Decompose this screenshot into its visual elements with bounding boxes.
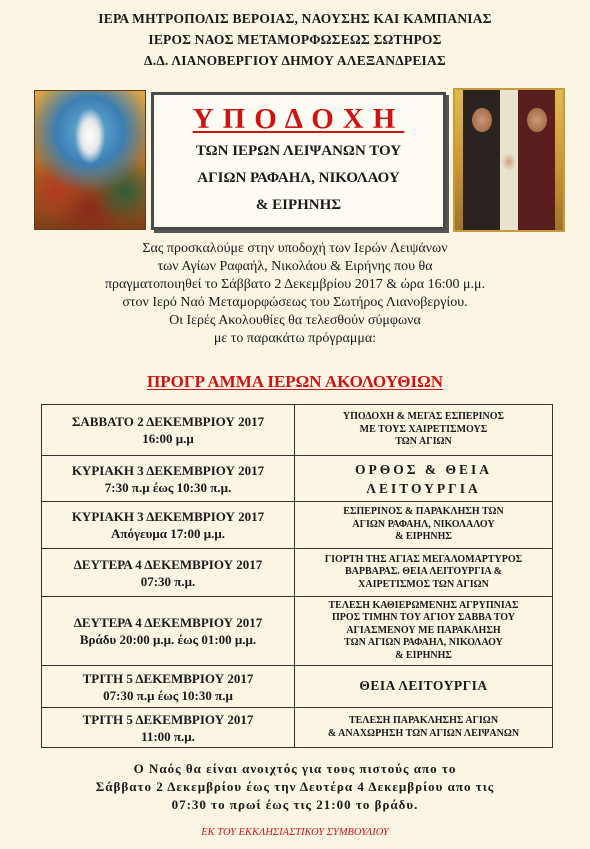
service-line: ΕΣΠΕΡΙΝΟΣ & ΠΑΡΑΚΛΗΣΗ ΤΩΝ: [343, 506, 504, 518]
schedule-date: ΤΡΙΤΗ 5 ΔΕΚΕΜΒΡΙΟΥ 2017: [82, 670, 254, 686]
service-line: ΓΙΟΡΤΗ ΤΗΣ ΑΓΙΑΣ ΜΕΓΑΛΟΜΑΡΤΥΡΟΣ: [324, 553, 523, 565]
title-line-2: ΑΓΙΩΝ ΡΑΦΑΗΛ, ΝΙΚΟΛΑΟΥ: [197, 170, 400, 186]
service-line: ΥΠΟΔΟΧΗ & ΜΕΓΑΣ ΕΣΠΕΡΙΝΟΣ: [342, 411, 505, 423]
service-line: & ΕΙΡΗΝΗΣ: [395, 531, 452, 543]
service-line: ΤΕΛΕΣΗ ΠΑΡΑΚΛΗΣΗΣ ΑΓΙΩΝ: [348, 715, 499, 726]
header-line-3: Δ.Δ. ΛΙΑΝΟΒΕΡΓΙΟΥ ΔΗΜΟΥ ΑΛΕΞΑΝΔΡΕΙΑΣ: [144, 53, 446, 68]
invitation-text: [0, 240, 590, 348]
schedule-time: 07:30 π.μ έως 10:30 π.μ: [103, 687, 233, 703]
saints-icon: [453, 88, 565, 232]
header: [0, 8, 590, 71]
schedule-time: 7:30 π.μ έως 10:30 π.μ.: [104, 479, 232, 495]
intro-line: Σας προσκαλούμε στην υποδοχή των Ιερών Λειψάνων: [142, 241, 448, 256]
schedule-service-cell: [295, 405, 552, 455]
opening-hours-note: [0, 760, 590, 814]
intro-line: στον Ιερό Ναό Μεταμορφώσεως του Σωτήρος Λιανοβεργίου.: [122, 295, 468, 310]
header-line-2: ΙΕΡΟΣ ΝΑΟΣ ΜΕΤΑΜΟΡΦΩΣΕΩΣ ΣΩΤΗΡΟΣ: [148, 32, 442, 47]
transfiguration-icon: [34, 90, 146, 230]
schedule-time: 11:00 π.μ.: [141, 728, 195, 744]
program-title: ΠΡΟΓΡ ΑΜΜΑ ΙΕΡΩΝ ΑΚΟΛΟΥΘΙΩΝ: [146, 372, 444, 391]
service-line: ΤΕΛΕΣΗ ΚΑΘΙΕΡΩΜΕΝΗΣ ΑΓΡΥΠΝΙΑΣ: [328, 599, 519, 611]
service-line: ΑΓΙΑΣΜΕΝΟΥ ΜΕ ΠΑΡΑΚΛΗΣΗ: [346, 624, 501, 636]
schedule-service-cell: [295, 597, 552, 665]
schedule-date: ΔΕΥΤΕΡΑ 4 ΔΕΚΕΜΒΡΙΟΥ 2017: [73, 556, 263, 572]
service-line: ΒΑΡΒΑΡΑΣ. ΘΕΙΑ ΛΕΙΤΟΥΡΓΙΑ &: [344, 566, 503, 578]
schedule-table: [41, 404, 553, 748]
service-line: ΧΑΙΡΕΤΙΣΜΟΣ ΤΩΝ ΑΓΙΩΝ: [358, 578, 489, 590]
schedule-row: [42, 549, 552, 597]
header-line-1: ΙΕΡΑ ΜΗΤΡΟΠΟΛΙΣ ΒΕΡΟΙΑΣ, ΝΑΟΥΣΗΣ ΚΑΙ ΚΑΜΠΑΝΙΑΣ: [98, 11, 492, 26]
service-line: ΑΓΙΩΝ ΡΑΦΑΗΛ, ΝΙΚΟΛΑΛΟΥ: [352, 518, 495, 530]
service-line: ΟΡΘΟΣ & ΘΕΙΑ: [354, 461, 493, 477]
schedule-time: 07:30 π.μ.: [140, 573, 196, 589]
schedule-time: 16:00 μ.μ: [142, 431, 194, 446]
service-line: & ΕΙΡΗΝΗΣ: [395, 649, 452, 661]
schedule-date-cell: [42, 549, 295, 596]
schedule-service-cell: [295, 666, 552, 707]
service-line: ΤΩΝ ΑΓΙΩΝ: [395, 436, 452, 448]
schedule-date-cell: [42, 502, 295, 548]
schedule-service-cell: [295, 456, 552, 501]
schedule-date: ΤΡΙΤΗ 5 ΔΕΚΕΜΒΡΙΟΥ 2017: [82, 711, 254, 727]
service-line: & ΑΝΑΧΩΡΗΣΗ ΤΩΝ ΑΓΙΩΝ ΛΕΙΨΑΝΩΝ: [327, 727, 520, 739]
service-line: ΤΩΝ ΑΓΙΩΝ ΡΑΦΑΗΛ, ΝΙΚΟΛΑΟΥ: [344, 637, 503, 649]
schedule-time: Βράδυ 20:00 μ.μ. έως 01:00 μ.μ.: [79, 632, 257, 647]
schedule-time: Απόγευμα 17:00 μ.μ.: [110, 526, 226, 541]
schedule-row: [42, 666, 552, 708]
schedule-date: ΚΥΡΙΑΚΗ 3 ΔΕΚΕΜΒΡΙΟΥ 2017: [71, 462, 265, 478]
schedule-date-cell: [42, 456, 295, 501]
title-main: ΥΠΟΔΟΧΗ: [192, 103, 405, 135]
intro-line: των Αγίων Ραφαήλ, Νικολάου & Ειρήνης που θα: [157, 259, 433, 274]
title-box: [151, 92, 446, 230]
intro-line: με το παρακάτω πρόγραμμα:: [213, 331, 377, 346]
intro-line: Οι Ιερές Ακολουθίες θα τελεσθούν σύμφωνα: [169, 313, 421, 328]
schedule-date: ΣΑΒΒΑΤΟ 2 ΔΕΚΕΜΒΡΙΟΥ 2017: [71, 414, 265, 429]
schedule-date: ΚΥΡΙΑΚΗ 3 ΔΕΚΕΜΒΡΙΟΥ 2017: [71, 509, 265, 524]
schedule-date: ΔΕΥΤΕΡΑ 4 ΔΕΚΕΜΒΡΙΟΥ 2017: [73, 615, 263, 630]
schedule-service-cell: [295, 549, 552, 596]
footer-line: Σάββατο 2 Δεκεμβρίου έως την Δευτέρα 4 Δεκεμβρίου απο τις: [95, 779, 495, 794]
intro-line: πραγματοποιηθεί το Σάββατο 2 Δεκεμβρίου 2017 & ώρα 16:00 μ.μ.: [104, 277, 486, 292]
schedule-row: [42, 597, 552, 666]
schedule-row: [42, 456, 552, 502]
service-line: ΘΕΙΑ ΛΕΙΤΟΥΡΓΙΑ: [359, 678, 488, 694]
schedule-date-cell: [42, 597, 295, 665]
service-line: ΠΡΟΣ ΤΙΜΗΝ ΤΟΥ ΑΓΙΟΥ ΣΑΒΒΑ ΤΟΥ: [331, 612, 516, 624]
signature: ΕΚ ΤΟΥ ΕΚΚΛΗΣΙΑΣΤΙΚΟΥ ΣΥΜΒΟΥΛΙΟΥ: [201, 827, 389, 838]
schedule-row: [42, 405, 552, 456]
title-line-3: & ΕΙΡΗΝΗΣ: [255, 197, 342, 213]
schedule-row: [42, 708, 552, 747]
schedule-date-cell: [42, 708, 295, 747]
service-line: ΜΕ ΤΟΥΣ ΧΑΙΡΕΤΙΣΜΟΥΣ: [359, 423, 488, 435]
schedule-service-cell: [295, 502, 552, 548]
schedule-date-cell: [42, 405, 295, 455]
footer-line: 07:30 το πρωί έως τις 21:00 το βράδυ.: [171, 797, 419, 812]
footer-line: Ο Ναός θα είναι ανοιχτός για τους πιστούς απο το: [133, 761, 457, 776]
schedule-service-cell: [295, 708, 552, 747]
service-line: ΛΕΙΤΟΥΡΓΙΑ: [366, 480, 481, 496]
title-line-1: ΤΩΝ ΙΕΡΩΝ ΛΕΙΨΑΝΩΝ ΤΟΥ: [195, 143, 402, 159]
schedule-date-cell: [42, 666, 295, 707]
schedule-row: [42, 502, 552, 549]
